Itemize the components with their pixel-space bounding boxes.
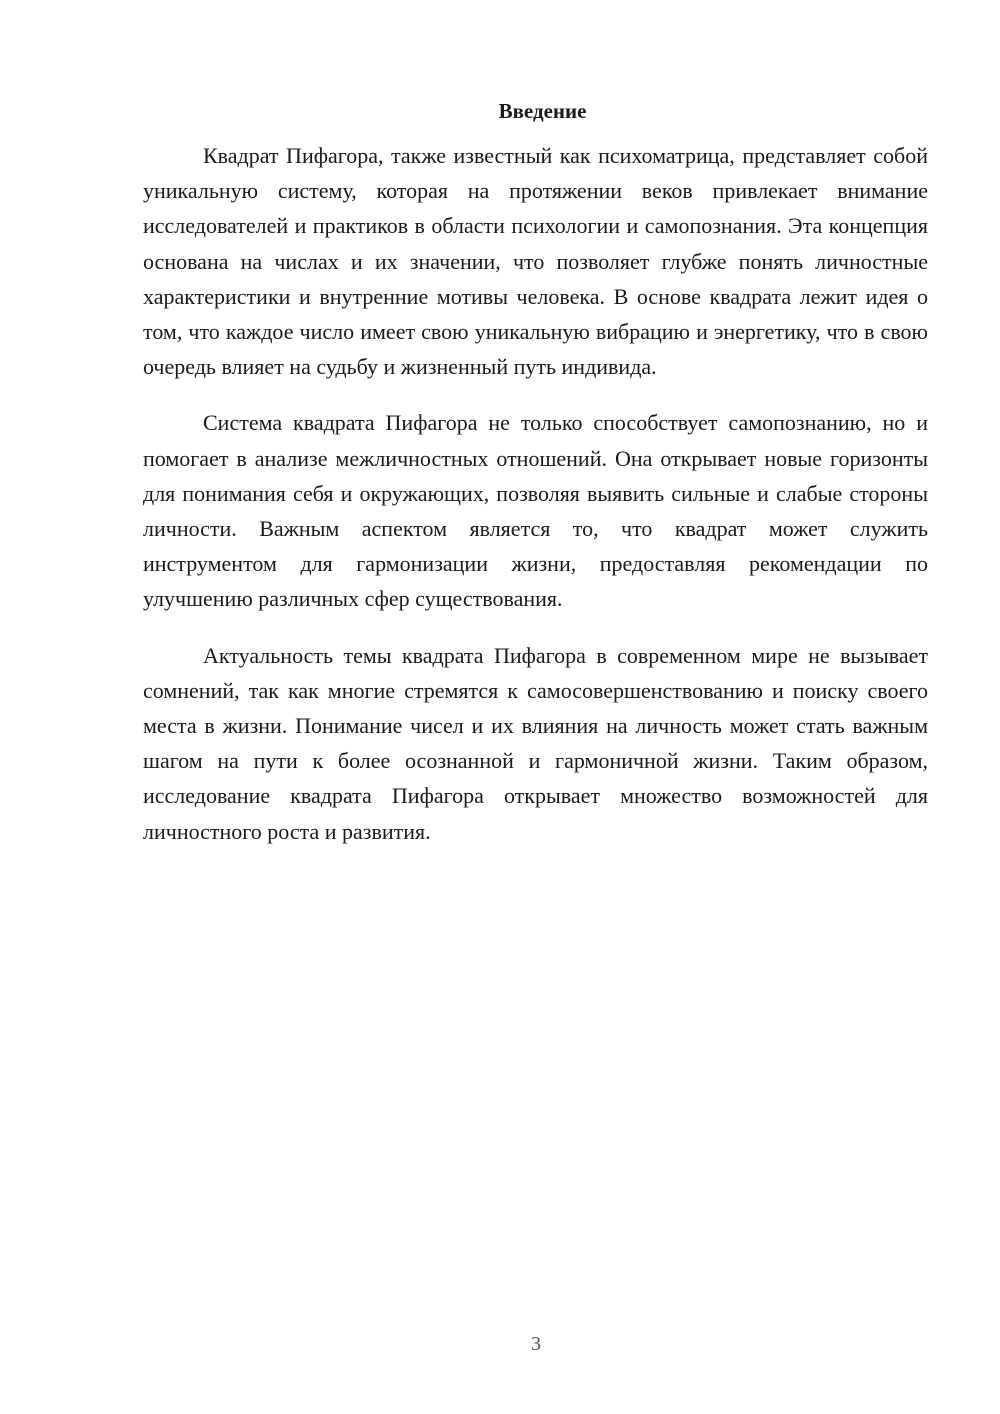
page-number: 3 — [531, 1333, 541, 1355]
paragraph-2: Система квадрата Пифагора не только способствует самопознанию, но и помогает в анализе межличностных отношений. Она открывает новые горизонты для понимания себя и окружающих, позволяя выявить сильные и слабые стороны личности. Важным аспектом является то, что квадрат может служить инструментом для гармонизации жизни, предоставляя рекомендации по улучшению различных сфер существования. — [143, 410, 928, 612]
paragraph-3: Актуальность темы квадрата Пифагора в современном мире не вызывает сомнений, так как многие стремятся к самосовершенствованию и поиску своего места в жизни. Понимание чисел и их влияния на личность может стать важным шагом на пути к более осознанной и гармоничной жизни. Таким образом, исследование квадрата Пифагора открывает множество возможностей для личностного роста и развития. — [143, 642, 928, 844]
paragraph-1: Квадрат Пифагора, также известный как психоматрица, представляет собой уникальную систему, которая на протяжении веков привлекает внимание исследователей и практиков в области психологии и самопознания. Эта концепция основана на числах и их значении, что позволяет глубже понять личностные характеристики и внутренние мотивы человека. В основе квадрата лежит идея о том, что каждое число имеет свою уникальную вибрацию и энергетику, что в свою очередь влияет на судьбу и жизненный путь индивида. — [143, 143, 928, 380]
section-heading: Введение — [498, 99, 587, 123]
page-content — [143, 96, 928, 870]
